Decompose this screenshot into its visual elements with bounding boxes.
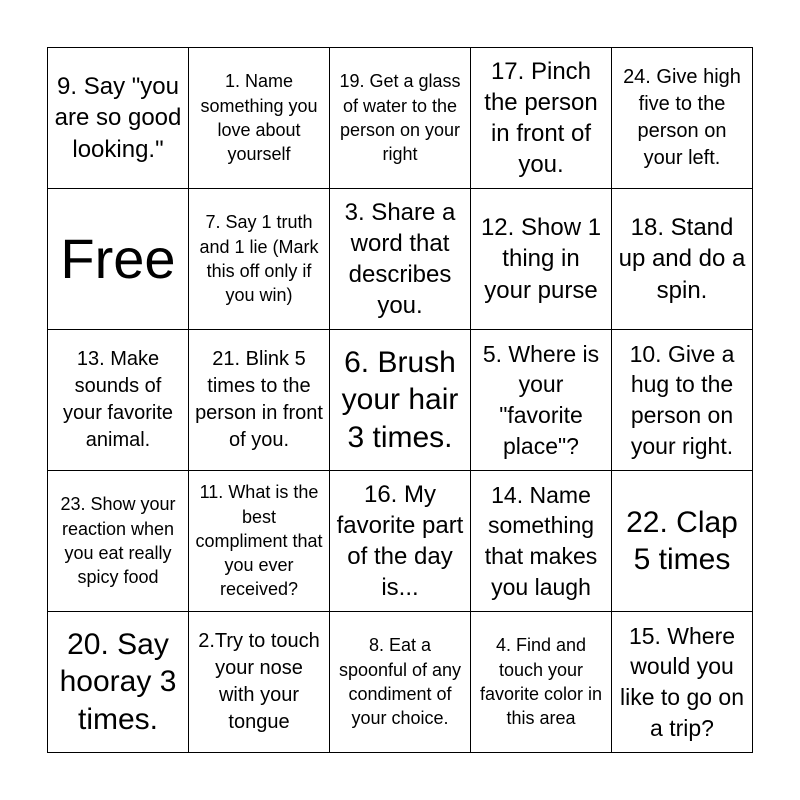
bingo-cell-r5c5[interactable]: 15. Where would you like to go on a trip? (612, 612, 753, 753)
bingo-cell-r2c3[interactable]: 3. Share a word that describes you. (330, 189, 471, 330)
bingo-cell-r4c3[interactable]: 16. My favorite part of the day is... (330, 471, 471, 612)
bingo-cell-r3c2[interactable]: 21. Blink 5 times to the person in front of you. (189, 330, 330, 471)
bingo-cell-r1c4[interactable]: 17. Pinch the person in front of you. (471, 48, 612, 189)
bingo-cell-r2c2[interactable]: 7. Say 1 truth and 1 lie (Mark this off only if you win) (189, 189, 330, 330)
bingo-cell-r3c4[interactable]: 5. Where is your "favorite place"? (471, 330, 612, 471)
bingo-cell-r4c1[interactable]: 23. Show your reaction when you eat really spicy food (48, 471, 189, 612)
bingo-cell-r3c5[interactable]: 10. Give a hug to the person on your right. (612, 330, 753, 471)
bingo-cell-r3c1[interactable]: 13. Make sounds of your favorite animal. (48, 330, 189, 471)
bingo-cell-r1c3[interactable]: 19. Get a glass of water to the person on your right (330, 48, 471, 189)
bingo-cell-r5c3[interactable]: 8. Eat a spoonful of any condiment of your choice. (330, 612, 471, 753)
bingo-cell-r2c4[interactable]: 12. Show 1 thing in your purse (471, 189, 612, 330)
bingo-cell-r1c2[interactable]: 1. Name something you love about yourself (189, 48, 330, 189)
bingo-card (47, 47, 753, 753)
bingo-cell-r1c5[interactable]: 24. Give high five to the person on your left. (612, 48, 753, 189)
bingo-cell-free[interactable]: Free (48, 189, 189, 330)
bingo-cell-r1c1[interactable]: 9. Say "you are so good looking." (48, 48, 189, 189)
bingo-cell-r4c4[interactable]: 14. Name something that makes you laugh (471, 471, 612, 612)
bingo-cell-r4c2[interactable]: 11. What is the best compliment that you ever received? (189, 471, 330, 612)
bingo-cell-r4c5[interactable]: 22. Clap 5 times (612, 471, 753, 612)
bingo-cell-r5c2[interactable]: 2.Try to touch your nose with your tongue (189, 612, 330, 753)
bingo-cell-r5c1[interactable]: 20. Say hooray 3 times. (48, 612, 189, 753)
bingo-cell-r5c4[interactable]: 4. Find and touch your favorite color in this area (471, 612, 612, 753)
bingo-cell-r2c5[interactable]: 18. Stand up and do a spin. (612, 189, 753, 330)
bingo-cell-r3c3[interactable]: 6. Brush your hair 3 times. (330, 330, 471, 471)
